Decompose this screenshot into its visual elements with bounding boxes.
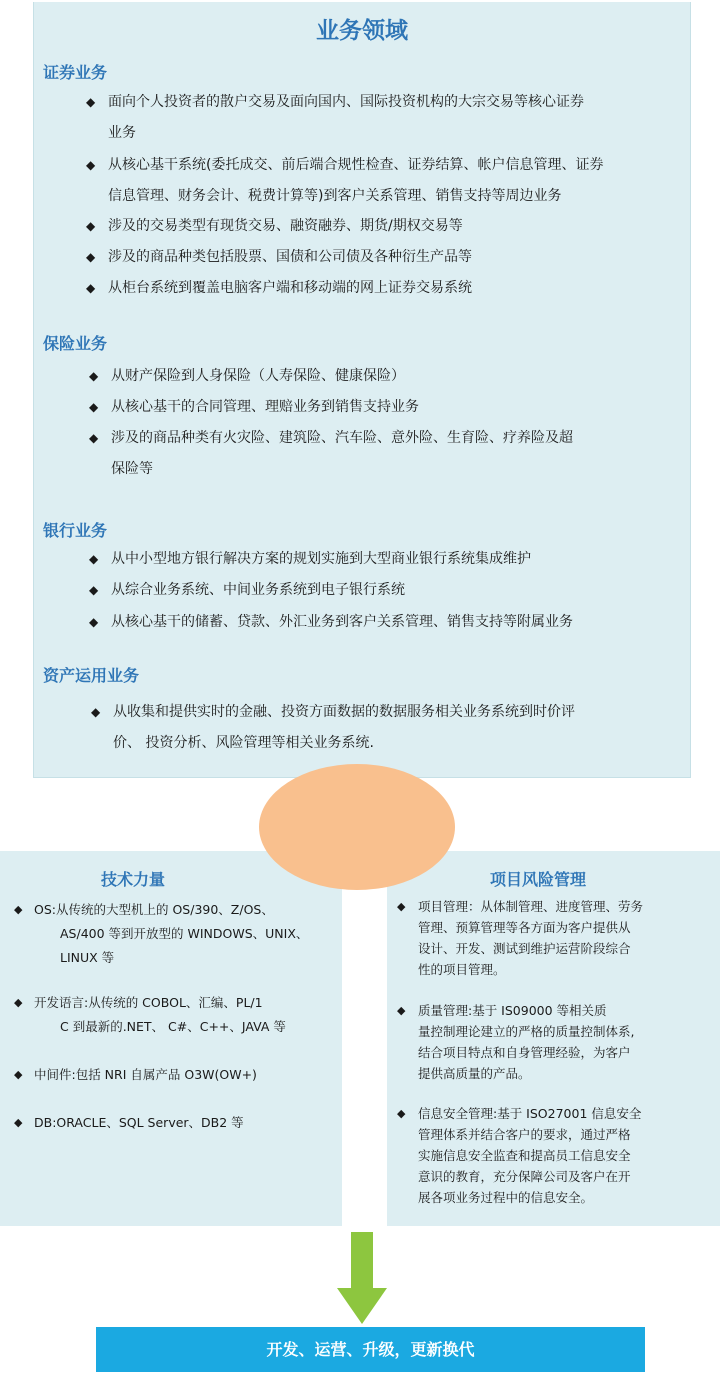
diamond-bullet-icon: ◆ (14, 903, 23, 916)
risk-bullet-item (397, 896, 719, 980)
diamond-bullet-icon: ◆ (86, 250, 96, 264)
diamond-bullet-icon: ◆ (14, 1068, 23, 1081)
diamond-bullet-icon: ◆ (397, 1107, 406, 1120)
bullet-text-line: 提供高质量的产品。 (418, 1066, 531, 1081)
bullet-text-line: 从核心基干系统(委托成交、前后端合规性检查、证券结算、帐户信息管理、证券 (108, 157, 604, 173)
diamond-bullet-icon: ◆ (86, 95, 96, 109)
bullet-text-line: 涉及的交易类型有现货交易、融资融券、期货/期权交易等 (108, 218, 463, 234)
bullet-text-line: AS/400 等到开放型的 WINDOWS、UNIX、 (60, 926, 309, 941)
diamond-bullet-icon: ◆ (89, 369, 99, 383)
lifecycle-bar: 开发、运营、升级，更新换代 (96, 1327, 645, 1372)
asset-heading: 资产运用业务 (43, 666, 140, 685)
bullet-text-line: 展各项业务过程中的信息安全。 (418, 1190, 594, 1205)
bullet-text-line: 量控制理论建立的严格的质量控制体系, (418, 1024, 635, 1039)
bank-bullet-item (89, 607, 689, 638)
bullet-text-line: 实施信息安全监查和提高员工信息安全 (418, 1148, 631, 1163)
sec-bullet-item (86, 273, 686, 304)
business-title: 业务领域 (316, 17, 408, 44)
risk-bullet-item (397, 1103, 719, 1208)
sec-bullet-item (86, 87, 686, 149)
bullet-text-line: 涉及的商品种类有火灾险、建筑险、汽车险、意外险、生育险、疗养险及超 (111, 430, 573, 446)
ins-bullet-item (89, 392, 689, 423)
securities-heading: 证券业务 (43, 63, 108, 82)
bullet-text-line: 信息安全管理:基于 ISO27001 信息安全 (418, 1106, 642, 1121)
bullet-text-line: 信息管理、财务会计、税费计算等)到客户关系管理、销售支持等周边业务 (108, 188, 562, 204)
bullet-text-line: 涉及的商品种类包括股票、国债和公司债及各种衍生产品等 (108, 249, 472, 265)
tech-bullet-item (14, 1111, 339, 1135)
diamond-bullet-icon: ◆ (86, 281, 96, 295)
diamond-bullet-icon: ◆ (89, 400, 99, 414)
tech-bullet-item (14, 991, 339, 1039)
bullet-text-line: 保险等 (111, 461, 153, 477)
ins-bullet-item (89, 361, 689, 392)
bullet-text-line: 从柜台系统到覆盖电脑客户端和移动端的网上证券交易系统 (108, 280, 472, 296)
diamond-bullet-icon: ◆ (91, 705, 101, 719)
tech-bullet-item (14, 1063, 339, 1087)
bullet-text-line: 业务 (108, 125, 136, 141)
bullet-text-line: 价、 投资分析、风险管理等相关业务系统. (113, 735, 374, 751)
bank-bullet-item (89, 544, 689, 575)
diamond-bullet-icon: ◆ (397, 900, 406, 913)
diamond-bullet-icon: ◆ (14, 1116, 23, 1129)
diamond-bullet-icon: ◆ (89, 431, 99, 445)
diamond-bullet-icon: ◆ (89, 583, 99, 597)
tech-heading: 技术力量 (101, 870, 166, 889)
asset-bullet-item (91, 697, 691, 759)
bullet-text-line: 管理体系并结合客户的要求，通过严格 (418, 1127, 631, 1142)
bullet-text-line: 面向个人投资者的散户交易及面向国内、国际投资机构的大宗交易等核心证券 (108, 94, 584, 110)
diamond-bullet-icon: ◆ (89, 615, 99, 629)
bullet-text-line: C 到最新的.NET、 C#、C++、JAVA 等 (60, 1019, 286, 1034)
bullet-text-line: 从核心基干的合同管理、理赔业务到销售支持业务 (111, 399, 419, 415)
bullet-text-line: OS:从传统的大型机上的 OS/390、Z/OS、 (34, 902, 274, 917)
bullet-text-line: 中间件:包括 NRI 自属产品 O3W(OW+) (34, 1067, 257, 1082)
bullet-text-line: 开发语言:从传统的 COBOL、汇编、PL/1 (34, 995, 263, 1010)
bank-bullet-item (89, 575, 689, 606)
sec-bullet-item (86, 211, 686, 242)
diamond-bullet-icon: ◆ (86, 158, 96, 172)
diamond-bullet-icon: ◆ (89, 552, 99, 566)
bullet-text-line: 意识的教育，充分保障公司及客户在开 (418, 1169, 631, 1184)
down-arrow-icon (337, 1232, 387, 1324)
sec-bullet-item (86, 150, 686, 212)
diamond-bullet-icon: ◆ (14, 996, 23, 1009)
sec-bullet-item (86, 242, 686, 273)
bank-heading: 银行业务 (43, 521, 108, 540)
bullet-text-line: DB:ORACLE、SQL Server、DB2 等 (34, 1115, 244, 1130)
connector-ellipse (259, 764, 455, 890)
bullet-text-line: 质量管理:基于 IS09000 等相关质 (418, 1003, 607, 1018)
tech-bullet-item (14, 898, 339, 970)
bullet-text-line: 从中小型地方银行解决方案的规划实施到大型商业银行系统集成维护 (111, 551, 531, 567)
bullet-text-line: LINUX 等 (60, 950, 115, 965)
bullet-text-line: 从核心基干的储蓄、贷款、外汇业务到客户关系管理、销售支持等附属业务 (111, 614, 573, 630)
diamond-bullet-icon: ◆ (397, 1004, 406, 1017)
insurance-heading: 保险业务 (43, 334, 108, 353)
risk-bullet-item (397, 1000, 719, 1084)
diamond-bullet-icon: ◆ (86, 219, 96, 233)
bullet-text-line: 从综合业务系统、中间业务系统到电子银行系统 (111, 582, 405, 598)
bullet-text-line: 结合项目特点和自身管理经验，为客户 (418, 1045, 631, 1060)
bullet-text-line: 项目管理：从体制管理、进度管理、劳务 (418, 899, 644, 914)
risk-heading: 项目风险管理 (490, 870, 587, 889)
bullet-text-line: 设计、开发、测试到维护运营阶段综合 (418, 941, 631, 956)
bullet-text-line: 性的项目管理。 (418, 962, 506, 977)
bullet-text-line: 从收集和提供实时的金融、投资方面数据的数据服务相关业务系统到时价评 (113, 704, 575, 720)
bullet-text-line: 管理、预算管理等各方面为客户提供从 (418, 920, 631, 935)
bullet-text-line: 从财产保险到人身保险（人寿保险、健康保险） (111, 368, 405, 384)
ins-bullet-item (89, 423, 689, 485)
